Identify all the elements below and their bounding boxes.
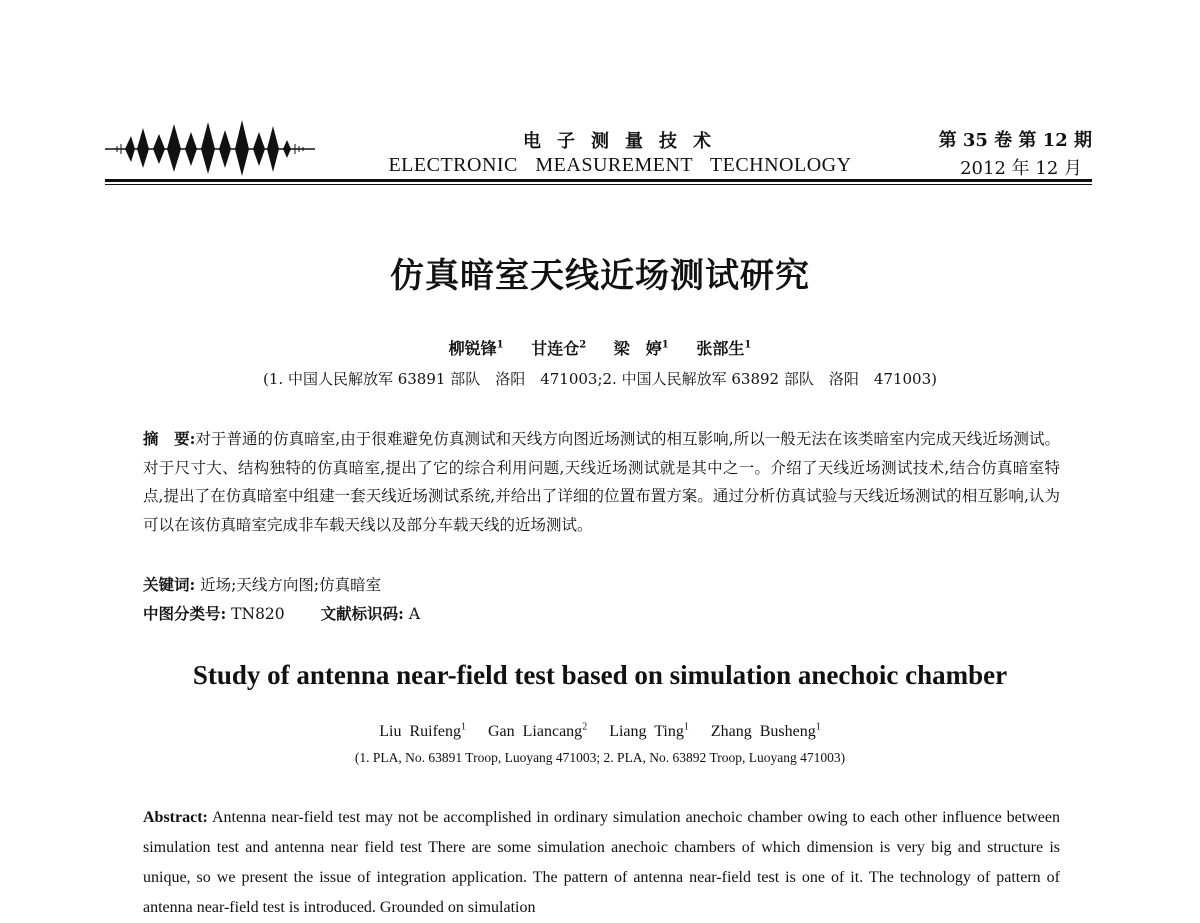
class-label: 中图分类号: — [143, 604, 227, 623]
author-en: Zhang Busheng$^1$ — [710, 722, 821, 741]
authors-cn — [0, 336, 1200, 359]
issue-date: 2012 年 12 月 — [960, 158, 1082, 179]
author-cn: 甘连仓$^2$ — [531, 339, 587, 358]
journal-logo — [105, 118, 315, 180]
paper-title-cn: 仿真暗室天线近场测试研究 — [390, 256, 810, 296]
abstract-en-label: Abstract: — [143, 809, 208, 826]
doc-code-value: A — [408, 605, 421, 623]
author-cn: 梁 婷$^1$ — [613, 339, 669, 358]
author-en: Liang Ting$^1$ — [609, 722, 689, 741]
journal-name-en: ELECTRONIC MEASUREMENT TECHNOLOGY — [388, 154, 852, 176]
abstract-cn — [143, 425, 1060, 539]
abstract-cn-label: 摘 要: — [143, 429, 196, 448]
class-value: TN820 — [231, 605, 285, 623]
keywords-cn-text: 近场;天线方向图;仿真暗室 — [200, 576, 382, 594]
authors-en — [0, 722, 1200, 741]
keywords-cn-label: 关键词: — [143, 575, 196, 594]
abstract-cn-text: 对于普通的仿真暗室,由于很难避免仿真测试和天线方向图近场测试的相互影响,所以一般无法在该类暗室内完成天线近场测试。对于尺寸大、结构独特的仿真暗室,提出了它的综合利用问题,天线近场测试就是其中之一。介绍了天线近场测试技术,结合仿真暗室特点,提出了在仿真暗室中组建一套天线近场测试系统,并给出了详细的位置布置方案。通过分析仿真试验与天线近场测试的相互影响,认为可以在该仿真暗室完成非车载天线以及部分车载天线的近场测试。 — [143, 430, 1060, 534]
volume-issue: 第 35 卷 第 12 期 — [938, 130, 1092, 151]
header-rule-thin — [105, 184, 1092, 185]
classification-line — [143, 602, 1060, 624]
journal-name-cn: 电子测量技术 — [523, 131, 727, 152]
paper-title-en: Study of antenna near-field test based on simulation anechoic chamber — [192, 660, 1008, 690]
doc-code-label: 文献标识码: — [320, 604, 404, 623]
author-en: Liu Ruifeng$^1$ — [379, 722, 466, 741]
affiliation-en: (1. PLA, No. 63891 Troop, Luoyang 471003; 2. PLA, No. 63892 Troop, Luoyang 471003) — [354, 750, 846, 765]
abstract-en-text: Antenna near-field test may not be accomplished in ordinary simulation anechoic chamber owing to each other influence between simulation test and antenna near field test There are some simulation anechoic chambers of which dimension is very big and structure is unique, so we present the issue of integration application. The pattern of antenna near-field test is one of it. The technology of pattern of antenna near-field test is introduced. Grounded on simulation — [143, 809, 1060, 916]
keywords-cn — [143, 573, 1060, 595]
abstract-en — [143, 803, 1060, 923]
author-en: Gan Liancang$^2$ — [488, 722, 588, 741]
author-cn: 张部生$^1$ — [696, 339, 752, 358]
affiliation-cn: (1. 中国人民解放军 63891 部队 洛阳 471003;2. 中国人民解放军 63892 部队 洛阳 471003) — [263, 370, 937, 388]
header-rule-thick — [105, 179, 1092, 182]
author-cn: 柳锐锋$^1$ — [448, 339, 504, 358]
